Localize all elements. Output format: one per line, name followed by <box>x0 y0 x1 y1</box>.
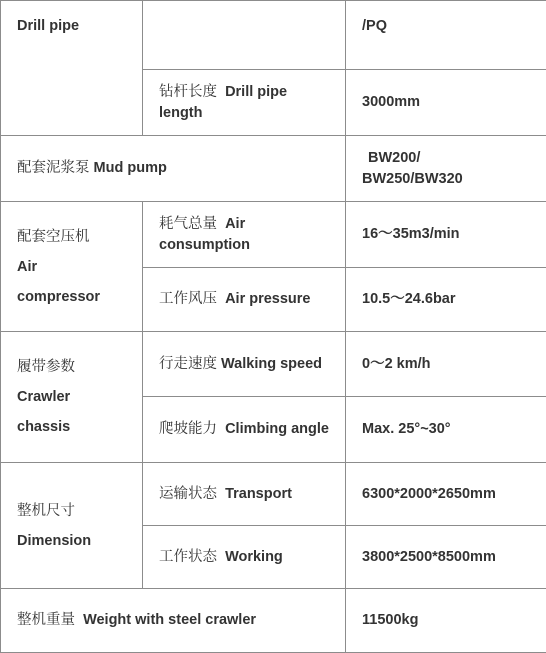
working-value: 3800*2500*8500mm <box>346 526 546 589</box>
drill-pipe-type-value: /PQ <box>346 1 546 70</box>
air-consumption-value: 16～35m3/min <box>346 202 546 268</box>
drill-pipe-empty-cell <box>143 1 346 70</box>
walking-speed-value: 0～2 km/h <box>346 332 546 397</box>
table-row <box>1 463 546 526</box>
air-pressure-label: 工作风压 Air pressure <box>143 268 346 332</box>
dimension-label: 整机尺寸 Dimension <box>1 463 143 589</box>
working-label: 工作状态 Working <box>143 526 346 589</box>
table-row <box>1 589 546 653</box>
table-row <box>1 1 546 70</box>
table-row <box>1 332 546 397</box>
drill-pipe-label-cell <box>1 1 143 136</box>
air-compressor-label: 配套空压机 Air compressor <box>1 202 143 332</box>
transport-label: 运输状态 Transport <box>143 463 346 526</box>
climbing-angle-value: Max. 25°~30° <box>346 397 546 463</box>
transport-value: 6300*2000*2650mm <box>346 463 546 526</box>
air-consumption-label: 耗气总量 Air consumption <box>143 202 346 268</box>
mud-pump-value: BW200/ BW250/BW320 <box>346 136 546 202</box>
crawler-label: 履带参数 Crawler chassis <box>1 332 143 463</box>
table-row <box>1 136 546 202</box>
walking-speed-label: 行走速度 Walking speed <box>143 332 346 397</box>
drill-pipe-label: Drill pipe <box>17 18 79 34</box>
climbing-angle-label: 爬坡能力 Climbing angle <box>143 397 346 463</box>
table-row <box>1 202 546 268</box>
drill-pipe-length-label: 钻杆长度 Drill pipe length <box>143 70 346 136</box>
mud-pump-label: 配套泥浆泵 Mud pump <box>1 136 346 202</box>
weight-value: 11500kg <box>346 589 546 653</box>
weight-label: 整机重量 Weight with steel crawler <box>1 589 346 653</box>
air-pressure-value: 10.5～24.6bar <box>346 268 546 332</box>
drill-pipe-length-value: 3000mm <box>346 70 546 136</box>
